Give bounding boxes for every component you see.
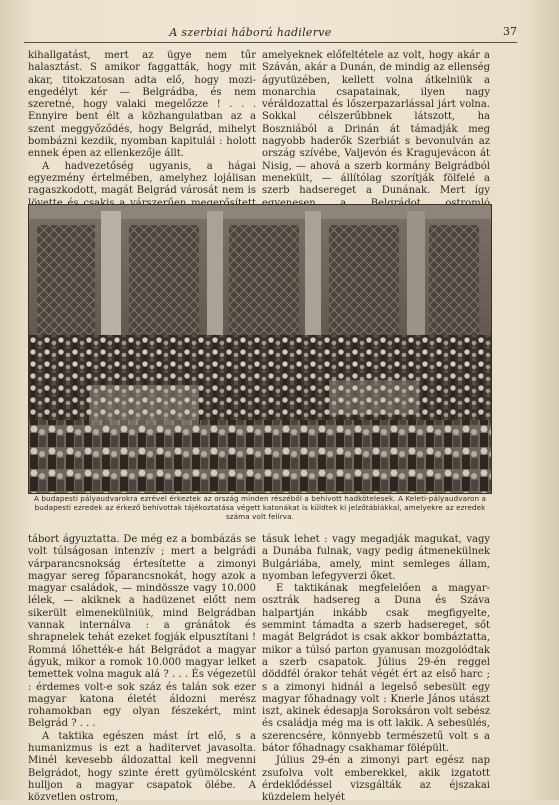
bottom-left-column [28,534,256,805]
paragraph: Július 29-én a zimonyi part egész nap zsufolva volt emberekkel, akik izgatott érdeklődéssel vizsgálták az éjszakai küzdelem helyét [262,755,490,804]
paragraph: tásuk lehet : vagy megadják magukat, vagy a Dunába fulnak, vagy pedig átmenekülnek Bulgáriába, amely, mint semleges állam, nyomban lefegyverzi őket. [262,534,490,582]
paragraph: A taktika egészen mást írt elő, s a humanizmus is ezt a haditervet javasolta. Minél kevesebb áldozattal kell megvenni Belgrádot, hogy szinte érett gyümölcsként hulljon a magyar csapatok ölébe. A közvetlen ostrom, [28,730,256,804]
photo-illustration [29,205,491,493]
paragraph: tábort ágyuztatta. De még ez a bombázás se volt túlságosan intenzív ; mert a belgrádi várparancsnokság értesítette a zimonyi magyar sereg főparancsnokát, hogy azok a magyar családok, — mindössze vagy 10.000 lélek, — akiknek a hadüzenet előtt nem sikerült elmenekülniük, mind Belgrádban vannak internálva : a gránátok és shrapnelek tehát ezeket fogják elpusztítani ! Rommá lőhették-e hát Belgrádot a magyar ágyuk, mikor a romok 10.000 magyar lelket temettek volna maguk alá ? . . . És végezetül : érdemes volt-e sok száz és talán sok ezer magyar katona életét áldozni merész rohamokban egy olyan fészekért, mint Belgrád ? . . . [28,534,256,730]
paragraph: E taktikának megfelelően a magyar-osztrák hadsereg a Duna és Száva halpartján inkább csak megfigyelte, semmint támadta a szerb hadsereget, sőt magát Belgrádot is csak akkor bombáztatta, mikor a túlsó parton gyanusan mozgolódtak a szerb csapatok. Július 29-én reggel döddfél órakor tehát végét ért az első harc ; s a zimonyi hidnál a legelső sebesült egy magyar főhadnagy volt : Knerle János utászt iszt, akinek édesapja Soroksáron volt sebész és családja még ma is ott lakik. A sebesülés, szerencsére, könnyebb természetű volt s a bátor főhadnagy csakhamar fölépült. [262,583,490,755]
station-crowd-photo [28,204,492,494]
running-title: A szerbiai háború hadilerve [169,26,332,39]
bottom-right-column [262,534,490,805]
page-header [24,24,517,43]
paragraph: A hadvezetőség ugyanis, a hágai egyezmény értelmében, amelyhez lojálisan ragaszkodott, magát Belgrád városát nem is [28,160,256,197]
photo-caption: A budapesti pályaudvarokra ezrével érkeztek az ország minden részéből a behívott hadkötelesek. A Keleti-pályaudvaron a budapesti ezredek az érkező behívottak tájékoztatása végett katonákat is küldtek ki jelzőtáblákkal, amelyekre az ezredek száma volt felírva. [33,494,487,522]
paragraph: kihallgatást, mert az ügye nem tűr halasztást. S amikor faggatták, hogy mit akar, titokzatosan adta elő, hogy mozi-engedélyt kér — Belgrádba, és nem szeretné, hogy valaki megelőzze ! . . . Ennyire bent élt a közhangulatban az a szent meggyőződés, hogy Belgrád, mihelyt bombázni kezdik, nyomban kapitulál : holott ennek épen az ellenkezője állt. [28,50,256,160]
paragraph: amelyeknek előfeltétele az volt, hogy akár a Száván, akár a Dunán, de mindig az ellenség ágyutüzében, kellett volna átkelniük a monarchia csapatainak, ilyen nagy véráldozattal és lőszerpazarlással járt volna. Sokkal célszerűbbnek látszott, ha Boszniából a Drinán át támadják meg nagyobb haderők Szerbiát s bevonulván az ország szívébe, Valjevón és Kragujevácon át Nisig, — ahová a szerb kormány Belgrádból menekült, — állítólag szorítják fölfelé a szerb hadsereget a Dunának. Mert így [262,50,490,197]
page-number: 37 [503,25,517,38]
